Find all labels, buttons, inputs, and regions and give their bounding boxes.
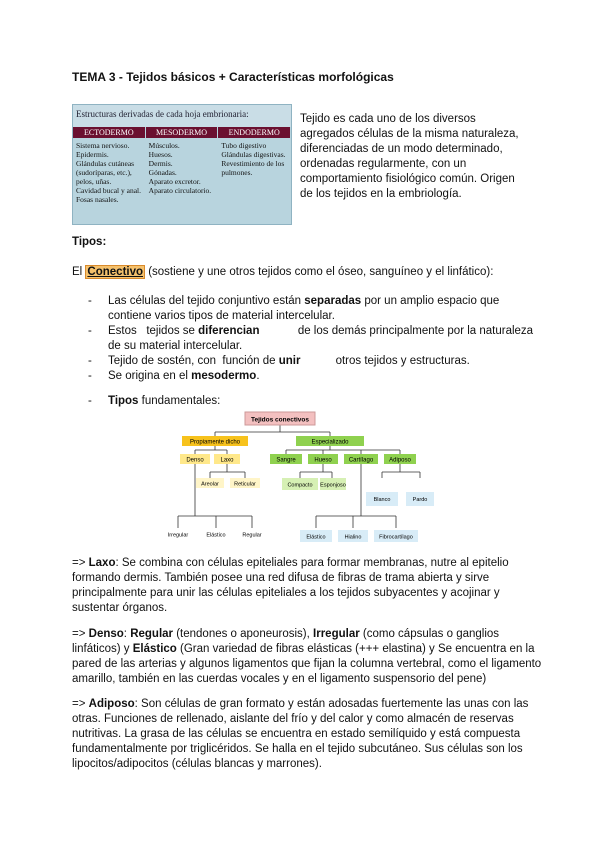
text: principalmente para unir las células epiteliales a los tejidos subyacentes y acojinar y: [72, 587, 500, 599]
diagram-regular: Regular: [242, 532, 262, 539]
list-item: Aparato excretor.: [148, 177, 201, 186]
text: =>: [72, 628, 89, 640]
text: =>: [72, 557, 89, 569]
text: Se origina en el: [108, 370, 192, 382]
tipos-heading: Tipos:: [72, 236, 107, 248]
bold-text: Laxo: [88, 557, 116, 569]
text: lipocitos/adipocitos (células blancas y marrones).: [72, 758, 322, 770]
diagram-fibrocartilago: Fibrocartílago: [379, 534, 413, 541]
bold-text: diferencian: [198, 325, 260, 337]
bullet-2: [108, 324, 533, 354]
bullet-dash: -: [88, 355, 92, 367]
list-item: Tubo digestivo: [221, 141, 267, 150]
list-item: Glándulas cutáneas (sudoríparas, etc.), pelos, uñas.: [76, 159, 135, 186]
text: otras. Funciones de rellenado, aislante del frío y del calor y como almacén de reservas: [72, 713, 514, 725]
bold-text: unir: [278, 355, 301, 367]
diagram-blanco: Blanco: [373, 497, 391, 503]
bold-text: mesodermo: [191, 370, 257, 382]
list-item: Aparato circulatorio.: [148, 186, 212, 195]
text: (tendones o aponeurosis),: [173, 628, 314, 640]
conectivo-line: [72, 265, 493, 280]
diagram-hialino: Hialino: [344, 534, 362, 541]
list-item: Dermis.: [148, 159, 173, 168]
diagram-sangre: Sangre: [276, 457, 296, 464]
bullet-5: [108, 394, 220, 409]
page-title: TEMA 3 - Tejidos básicos + Características morfológicas: [72, 70, 394, 84]
diagram-adiposo: Adiposo: [389, 457, 411, 464]
text: otros tejidos y estructuras.: [300, 355, 470, 367]
text: sustentar órganos.: [72, 602, 168, 614]
text: nutritivas. La grasa de las células se encuentra en estado semilíquido y está compuesta: [72, 728, 521, 740]
diagram-pardo: Pardo: [412, 497, 428, 503]
diagram-root: Tejidos conectivos: [250, 416, 310, 424]
bullet-4: [108, 369, 260, 384]
bold-text: Adiposo: [88, 698, 135, 710]
diagram-laxo: Laxo: [220, 457, 234, 464]
bold-text: Denso: [88, 628, 124, 640]
ectodermo-list: [73, 139, 146, 206]
list-item: Fosas nasales.: [76, 195, 119, 204]
bold-text: separadas: [304, 295, 362, 307]
text: formando dermis. También posee una red difusa de fibras de trama abierta y sirve: [72, 572, 490, 584]
diagram-reticular: Reticular: [234, 481, 256, 488]
bold-text: Tipos: [108, 395, 139, 407]
text: Estos tejidos se: [108, 325, 199, 337]
text: fundamentales:: [138, 395, 221, 407]
bullet-dash: -: [88, 325, 92, 337]
text: amarillo, también en las cuerdas vocales y en el ligamento suspensorio del pene): [72, 673, 487, 685]
diagram-elastico: Elástico: [206, 532, 226, 539]
list-item: Huesos.: [148, 150, 173, 159]
adiposo-paragraph: [72, 697, 528, 772]
bullet-dash: -: [88, 370, 92, 382]
diagram-areolar: Areolar: [201, 481, 219, 488]
bullet-1: [108, 294, 499, 324]
bullet-dash: -: [88, 395, 92, 407]
col-endodermo: ENDODERMO: [218, 127, 291, 138]
embryo-table-header: Estructuras derivadas de cada hoja embrionaria:: [73, 105, 291, 127]
diagram-irregular: Irregular: [167, 532, 189, 539]
conectivo-pre: El: [72, 266, 86, 278]
list-item: Gónadas.: [148, 168, 177, 177]
diagram-cartilago: Cartílago: [348, 457, 374, 464]
list-item: Sistema nervioso.: [76, 141, 130, 150]
list-item: Cavidad bucal y anal.: [76, 186, 141, 195]
mesodermo-list: [146, 139, 219, 206]
diagram-especializado: Especializado: [311, 439, 349, 446]
intro-paragraph: Tejido es cada uno de los diversos agregados células de la misma naturaleza, diferenciadas de un modo determinado, ordenadas regularmente, con un comportamiento fisiológico común. Origen de los tejidos en la embriología.: [300, 113, 519, 200]
text: : Son células de gran formato y están adosadas fuertemente las unas con las: [134, 698, 529, 710]
denso-paragraph: [72, 627, 541, 687]
text: Las células del tejido conjuntivo están: [108, 295, 305, 307]
diagram-elastico2: Elástico: [306, 534, 326, 541]
list-item: Músculos.: [148, 141, 180, 150]
text: (Gran variedad de fibras elásticas (+++ elastina) y Se encuentra en la: [176, 643, 535, 655]
text: (como cápsulas o ganglios: [359, 628, 500, 640]
col-ectodermo: ECTODERMO: [73, 127, 146, 138]
text: : Se combina con células epiteliales para formar membranas, nutre al epitelio: [115, 557, 509, 569]
list-item: Revestimiento de los pulmones.: [221, 159, 285, 177]
bold-text: Elástico: [132, 643, 177, 655]
text: linfáticos) y: [72, 643, 133, 655]
text: :: [123, 628, 131, 640]
diagram-esponjoso: Esponjoso: [320, 482, 346, 489]
bullet-dash: -: [88, 295, 92, 307]
bold-text: Irregular: [313, 628, 360, 640]
list-item: Glándulas digestivas.: [221, 150, 286, 159]
text: pared de las arterias y algunos ligamentos que fijan la columna vertebral, como el ligamento: [72, 658, 542, 670]
col-mesodermo: MESODERMO: [146, 127, 219, 138]
connective-tissue-diagram: [160, 408, 450, 548]
endodermo-list: [218, 139, 291, 206]
text: fundamentalmente por triglicéridos. Se halla en el tejido subcutáneo. Sus células son los: [72, 743, 523, 755]
diagram-propiamente: Propiamente dicho: [189, 439, 241, 446]
text: de su material intercelular.: [108, 340, 243, 352]
list-item: Epidermis.: [76, 150, 109, 159]
text: .: [256, 370, 260, 382]
text: Tejido de sostén, con función de: [108, 355, 279, 367]
diagram-hueso: Hueso: [314, 457, 332, 464]
embryo-table: [72, 104, 292, 225]
diagram-compacto: Compacto: [287, 482, 313, 489]
bullet-3: [108, 354, 470, 369]
text: contiene varios tipos de material intercelular.: [108, 310, 335, 322]
conectivo-highlight: Conectivo: [87, 266, 144, 278]
text: =>: [72, 698, 89, 710]
diagram-denso: Denso: [186, 457, 204, 464]
conectivo-post: (sostiene y une otros tejidos como el óseo, sanguíneo y el linfático):: [145, 266, 494, 278]
text: de los demás principalmente por la naturaleza: [259, 325, 534, 337]
laxo-paragraph: [72, 556, 509, 616]
text: por un amplio espacio que: [361, 295, 500, 307]
bold-text: Regular: [130, 628, 174, 640]
